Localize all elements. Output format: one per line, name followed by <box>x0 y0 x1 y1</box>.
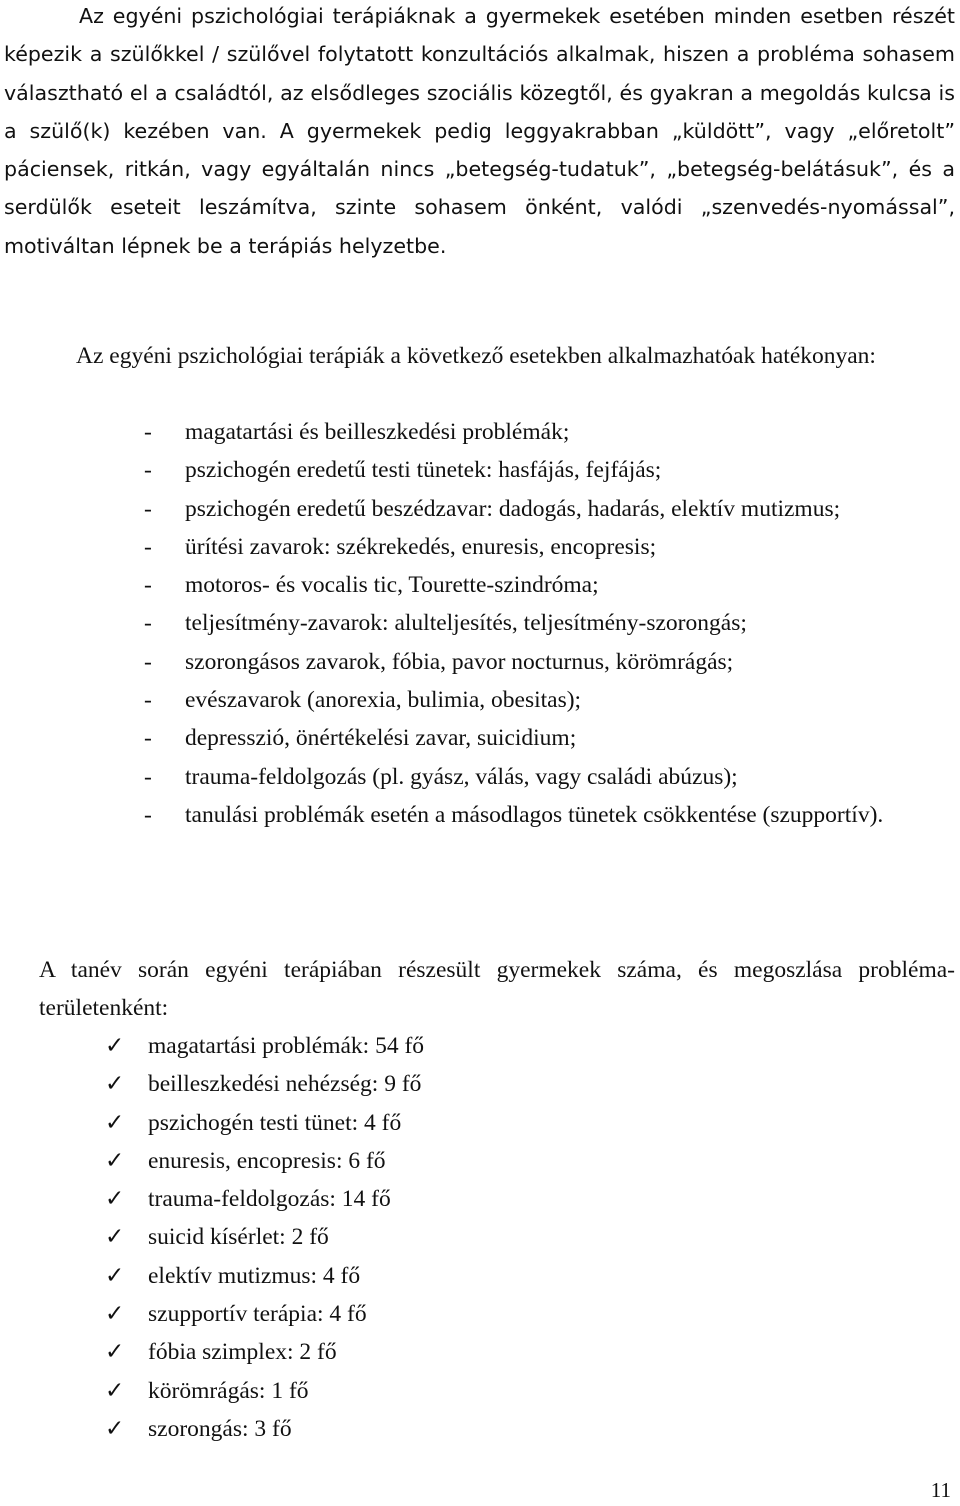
list-item-text: evészavarok (anorexia, bulimia, obesitas); <box>185 687 582 714</box>
dash-bullet: - <box>144 725 152 752</box>
list-item-text: depresszió, önértékelési zavar, suicidium; <box>185 725 577 752</box>
intro-paragraph-text: Az egyéni pszichológiai terápiáknak a gyermekek esetében minden esetben részét képezik a szülőkkel / szülővel folytatott konzultációs alkalmak, hiszen a probléma sohasem választható el a családtól, az elsődleges szociális közegtől, és gyakran a megoldás kulcsa is a szülő(k) kezében van. A gyermekek pedig leggyakrabban „küldött”, vagy „előretolt” páciensek, ritkán, vagy egyáltalán nincs „betegség-tudatuk”, „betegség-belátásuk”, és a serdülők eseteit leszámítva, szinte sohasem önként, valódi „szenvedés-nyomással”, motiváltan lépnek be a terápiás helyzetbe. <box>4 4 955 258</box>
list-item-text: szupportív terápia: 4 fő <box>148 1301 367 1328</box>
list-item-text: motoros- és vocalis tic, Tourette-szindróma; <box>185 572 599 599</box>
list-item-text: pszichogén eredetű testi tünetek: hasfájás, fejfájás; <box>185 457 662 484</box>
list-item <box>105 1027 805 1065</box>
list-item-text: elektív mutizmus: 4 fő <box>148 1262 361 1289</box>
list-item-text: trauma-feldolgozás: 14 fő <box>148 1186 391 1213</box>
indications-list <box>144 413 955 834</box>
dash-bullet: - <box>144 763 152 790</box>
list-item <box>144 681 955 719</box>
list-item-text: magatartási és beilleszkedési problémák; <box>185 419 570 445</box>
checkmark-icon: ✓ <box>105 1224 125 1251</box>
checkmark-icon: ✓ <box>105 1262 125 1289</box>
list-item-text: magatartási problémák: 54 fő <box>148 1033 425 1059</box>
list-item <box>105 1372 805 1410</box>
dash-bullet: - <box>144 801 152 828</box>
checkmark-icon: ✓ <box>105 1147 125 1174</box>
list-item-text: körömrágás: 1 fő <box>148 1377 309 1404</box>
dash-bullet: - <box>144 648 152 675</box>
list-item <box>144 604 955 642</box>
list-item <box>105 1295 805 1333</box>
list-item-text: pszichogén eredetű beszédzavar: dadogás, hadarás, elektív mutizmus; <box>185 495 841 522</box>
list-item-text: enuresis, encopresis: 6 fő <box>148 1147 386 1174</box>
list-item-text: trauma-feldolgozás (pl. gyász, válás, vagy családi abúzus); <box>185 763 738 790</box>
list-item-text: pszichogén testi tünet: 4 fő <box>148 1109 402 1136</box>
list-item <box>105 1257 805 1295</box>
dash-bullet: - <box>144 687 152 714</box>
list-item-text: szorongásos zavarok, fóbia, pavor nocturnus, körömrágás; <box>185 648 734 675</box>
checkmark-icon: ✓ <box>105 1339 125 1366</box>
list-item <box>144 566 955 604</box>
list-item <box>144 490 955 528</box>
checkmark-icon: ✓ <box>105 1109 125 1136</box>
checkmark-icon: ✓ <box>105 1415 125 1442</box>
indications-intro-text: Az egyéni pszichológiai terápiák a következő esetekben alkalmazhatóak hatékonyan: <box>76 343 876 369</box>
dash-bullet: - <box>144 610 152 637</box>
list-item-text: suicid kísérlet: 2 fő <box>148 1224 329 1251</box>
case-count-list <box>105 1027 805 1448</box>
dash-bullet: - <box>144 457 152 484</box>
list-item <box>144 758 955 796</box>
list-item-text: szorongás: 3 fő <box>148 1415 292 1442</box>
checkmark-icon: ✓ <box>105 1301 125 1328</box>
list-item <box>105 1218 805 1256</box>
list-item <box>144 643 955 681</box>
list-item <box>105 1065 805 1103</box>
list-item <box>144 413 955 451</box>
list-item-text: beilleszkedési nehézség: 9 fő <box>148 1071 422 1098</box>
statistics-intro-paragraph <box>39 951 955 1028</box>
list-item <box>144 796 955 834</box>
list-item <box>105 1104 805 1142</box>
statistics-intro-text: A tanév során egyéni terápiában részesült gyermekek száma, és megoszlása probléma-területenként: <box>39 957 955 1022</box>
list-item <box>144 451 955 489</box>
checkmark-icon: ✓ <box>105 1377 125 1404</box>
list-item-text: tanulási problémák esetén a másodlagos tünetek csökkentése (szupportív). <box>185 801 884 828</box>
list-item-text: teljesítmény-zavarok: alulteljesítés, teljesítmény-szorongás; <box>185 610 747 637</box>
list-item <box>105 1410 805 1448</box>
dash-bullet: - <box>144 495 152 522</box>
dash-bullet: - <box>144 572 152 599</box>
list-item <box>105 1142 805 1180</box>
list-item <box>105 1180 805 1218</box>
list-item <box>105 1333 805 1371</box>
list-item <box>144 528 955 566</box>
indications-intro-paragraph <box>4 337 955 375</box>
checkmark-icon: ✓ <box>105 1033 125 1059</box>
checkmark-icon: ✓ <box>105 1186 125 1213</box>
list-item-text: ürítési zavarok: székrekedés, enuresis, encopresis; <box>185 533 657 560</box>
dash-bullet: - <box>144 533 152 560</box>
checkmark-icon: ✓ <box>105 1071 125 1098</box>
page-number: 11 <box>930 1478 951 1502</box>
dash-bullet: - <box>144 419 152 445</box>
list-item <box>144 719 955 757</box>
list-item-text: fóbia szimplex: 2 fő <box>148 1339 337 1366</box>
intro-paragraph <box>4 0 955 265</box>
